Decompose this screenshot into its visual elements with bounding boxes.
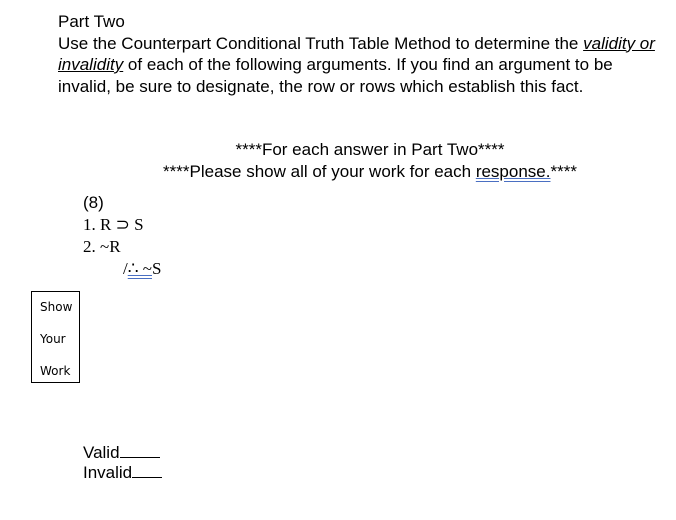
- invalid-label: Invalid: [83, 463, 133, 482]
- problem-number: (8): [83, 193, 104, 212]
- note-line-2: [0, 161, 676, 183]
- instructions-pre: Use the Counterpart Conditional Truth Table Method to determine the: [58, 33, 584, 53]
- premise-2: 2. ~R: [83, 237, 121, 256]
- instructions-emphasis: validity or invalidity: [58, 33, 655, 74]
- notes-block: [0, 139, 676, 183]
- conclusion-slash: /: [123, 259, 128, 278]
- answer-section: [83, 443, 162, 483]
- argument-problem: [83, 192, 161, 280]
- show-work-box[interactable]: [31, 291, 80, 383]
- work-box-line-1: Show: [40, 300, 73, 314]
- note-line-2-pre: ****Please show all of your work for each: [163, 162, 476, 181]
- valid-answer: [83, 443, 162, 463]
- instructions-post: of each of the following arguments. If you find an argument to be invalid, be sure to designate, the row or rows which establish this fact.: [58, 55, 613, 96]
- valid-blank[interactable]: [120, 443, 160, 458]
- conclusion-variable: S: [152, 259, 162, 278]
- instructions-block: [58, 11, 658, 97]
- valid-label: Valid: [83, 443, 120, 462]
- work-box-line-3: Work: [40, 364, 71, 378]
- note-line-2-post: ****: [550, 162, 577, 181]
- note-line-1: ****For each answer in Part Two****: [235, 140, 505, 159]
- premise-1: 1. R ⊃ S: [83, 215, 144, 234]
- instructions-text: [58, 33, 658, 98]
- invalid-blank[interactable]: [132, 463, 162, 478]
- conclusion: [83, 258, 161, 280]
- section-title: Part Two: [58, 12, 125, 31]
- note-response-word: response.: [475, 162, 551, 181]
- work-box-line-2: Your: [40, 332, 66, 346]
- invalid-answer: [83, 463, 162, 483]
- therefore-symbol: ∴ ~: [127, 259, 152, 278]
